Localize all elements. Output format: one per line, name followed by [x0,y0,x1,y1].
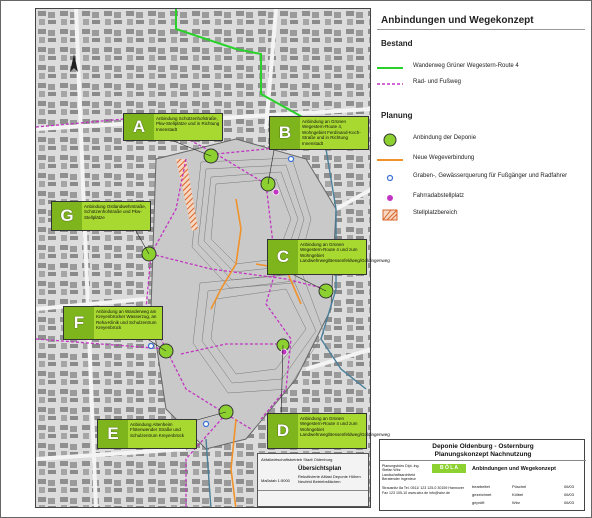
tb-date: 06/03 [564,492,575,497]
legend-title: Anbindungen und Wegekonzept [381,15,534,26]
callout-letter: B [270,117,300,149]
project-subtitle: Planungskonzept Nachnutzung [434,451,532,458]
tb-row-2 [472,492,584,497]
stamp-divider [258,490,368,491]
water-crossing-1 [149,344,154,349]
callout-text: Anbindung an Grünen Wegestern-Route 4 und zum Wohngebiet Landwehrweg/Bessenfeldweg/Goldingenweg [300,416,390,438]
callout-letter: G [52,202,82,230]
callout-d[interactable] [267,413,390,449]
tb-divider [380,460,586,461]
office-address: Strausnitz 8a Tel. 0511/ 123 125-0 30159 Hannover Fax 123 105-10 www.wirz.de info@wirz.de [382,486,464,495]
legend-row [373,133,589,147]
callout-e[interactable] [97,419,197,449]
tb-date: 06/03 [564,500,575,505]
green-circle-icon [377,133,403,147]
callout-letter: D [268,414,298,448]
legend-label: Neue Wegeverbindung [413,155,475,161]
callout-b[interactable] [269,116,369,150]
legend-label: Graben-, Gewässerquerung für Fußgänger und Radfahrer [413,173,568,179]
title-block [379,439,585,511]
office-name: Planungsbüro Dipl.-Ing. Stefan Wirz Landschaftsarchitekt Beratender Ingenieur [382,464,420,482]
callout-text: Anbindung Ostlandwehrstraße, Schützenhofstraße und Pkw-Stellplätze [84,204,147,220]
magenta-dashed-line-icon [377,77,403,91]
legend-row [373,171,589,185]
legend-label: Fahrradabstellplatz [413,193,465,199]
legend-row [373,61,589,75]
legend-divider [377,29,585,30]
tb-role: bearbeitet [472,484,490,489]
tb-date: 06/03 [564,484,575,489]
water-crossing-2 [289,157,294,162]
tb-person: Kölbel [512,492,524,497]
callout-text: Anbindung Altenheim Flötenwender Straße und Schulzentrum Kreyenbrück [130,422,185,438]
callout-letter: A [124,114,154,140]
callout-g[interactable] [51,201,151,231]
callout-text: Anbindung Schützenhofstraße, Pkw-Stellplätze und in Richtung Innenstadt [156,116,220,132]
tb-role: geprüft [472,500,485,505]
tb-row-3 [472,500,584,505]
legend-row [373,191,589,205]
water-crossing-3 [204,422,209,427]
plan-title: Anbindungen und Wegekonzept [472,466,556,472]
bike-parking-2 [281,349,287,355]
callout-text: Anbindung an Grünen Wegestern-Route 4 und zum Wohngebiet Landwehrweg/Bessenfeldweg/Goldingenweg [300,242,390,264]
callout-letter: C [268,240,298,274]
callout-a[interactable] [123,113,223,141]
callout-text: Anbindung an Wanderweg am Kreyenbrücker Wasserzug, an Reha-Klinik und Schulzentrum Kreyenbrück [96,309,157,331]
callout-letter: F [64,307,94,339]
legend-row [373,153,589,167]
legend-heading-planung: Planung [381,111,413,120]
blue-circle-icon [377,171,403,185]
callout-f[interactable] [63,306,163,340]
project-title: Deponie Oldenburg - Osternburg [432,443,534,450]
stamp-scale: Maßstab 1:5000 [261,478,290,483]
legend-panel [373,5,589,505]
tb-person: Püschel [512,484,527,489]
stamp-header: Abfallwirtschaftsbetrieb Stadt Oldenburg [261,457,333,462]
hatched-box-icon [377,208,403,222]
callout-letter: E [98,420,128,448]
legend-label: Anbindung der Deponie [413,135,477,141]
legend-label: Wanderweg Grüner Wegestern-Route 4 [413,63,519,69]
magenta-circle-icon [377,191,403,205]
tb-role: gezeichnet [472,492,492,497]
tb-person: Wirz [512,500,520,505]
legend-label: Rad- und Fußweg [413,79,462,85]
office-logo: B Ö L A [432,464,466,473]
stamp-subtitle: Rekultivierte Altlast Deponie Höhen Neufeld Betriebsflächen [298,474,361,484]
callout-text: Anbindung an Grünen Wegestern-Route 4, Wohngebiet Ferdinand-Koch-Straße und in Richtung Innenstadt [302,119,361,146]
overview-stamp [257,453,369,507]
legend-label: Stellplatzbereich [413,210,458,216]
stamp-title: Übersichtsplan [298,466,342,472]
bike-parking-1 [273,189,279,195]
tb-row-1 [472,484,584,489]
green-line-icon [377,61,403,75]
legend-row [373,208,589,222]
legend-row [373,77,589,91]
legend-heading-bestand: Bestand [381,39,413,48]
orange-line-icon [377,153,403,167]
callout-c[interactable] [267,239,390,275]
